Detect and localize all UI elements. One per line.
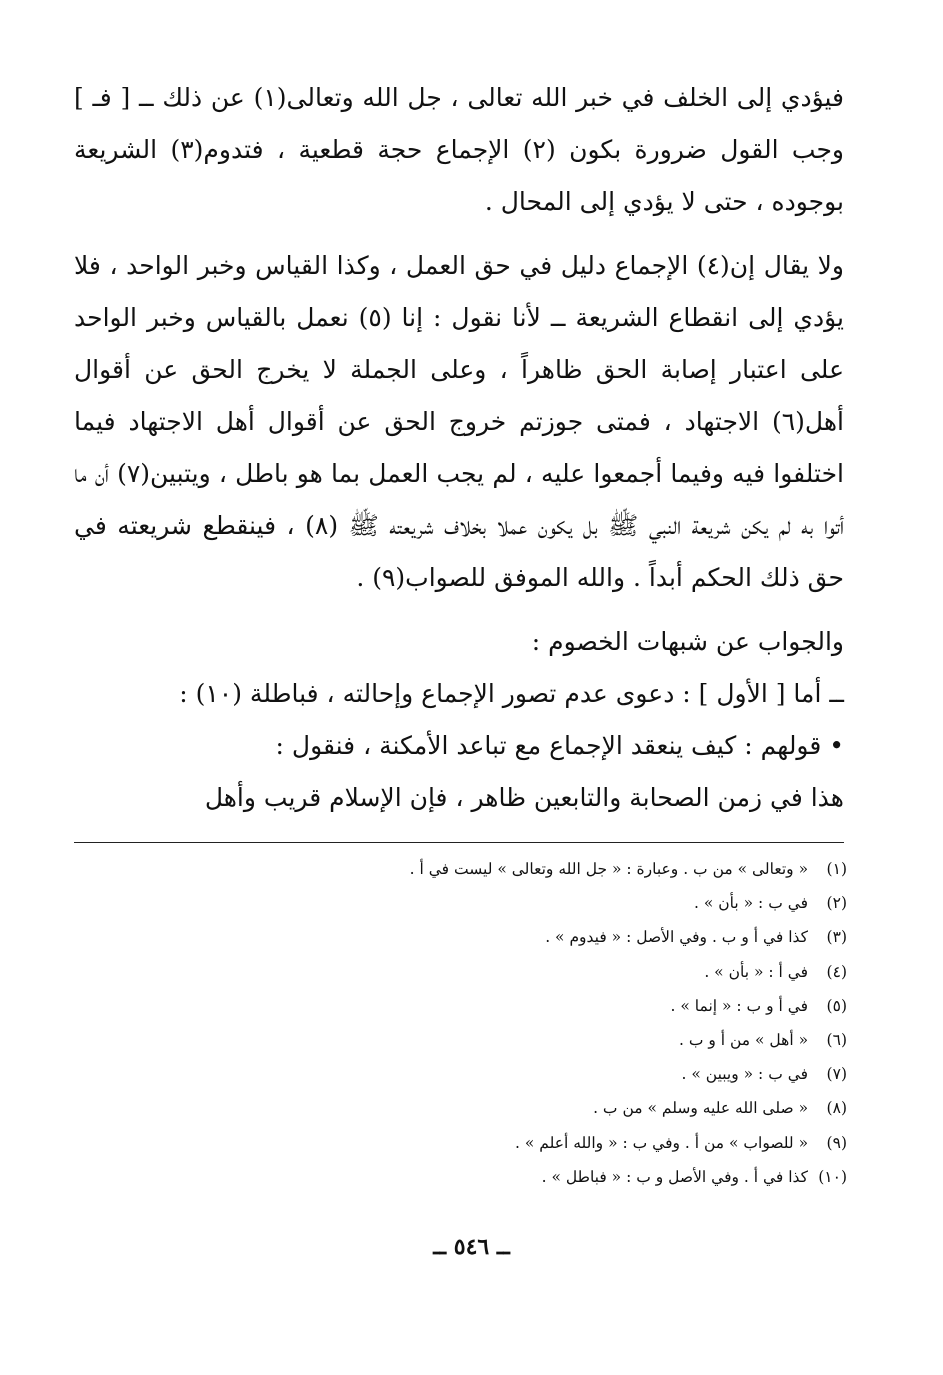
footnote-number: (٩) xyxy=(826,1133,847,1152)
footnote xyxy=(147,1160,847,1194)
footnote-number: (٧) xyxy=(826,1065,847,1084)
footnote-text: في ب : « بأن » . xyxy=(694,894,809,913)
footnote xyxy=(147,955,847,989)
footnote-text: « أهل » من أ و ب . xyxy=(678,1031,809,1050)
footnote-number: (٨) xyxy=(826,1099,847,1118)
footnote-text: « وتعالى » من ب . وعبارة : « جل الله وتعالى » ليست في أ . xyxy=(409,860,809,878)
footnote xyxy=(147,989,847,1023)
footnote-number: (١٠) xyxy=(818,1167,847,1186)
footnote-text: « للصواب » من أ . وفي ب : « والله أعلم » . xyxy=(515,1133,809,1152)
footnote xyxy=(147,920,847,954)
footnote-number: (٥) xyxy=(826,996,847,1015)
section-heading: والجواب عن شبهات الخصوم : xyxy=(531,627,844,656)
footnote-text: في أ : « بأن » . xyxy=(704,962,809,981)
paragraph: ــ أما [ الأول ] : دعوى عدم تصور الإجماع وإحالته ، فباطلة (١٠) : xyxy=(179,679,844,708)
footnote-number: (٢) xyxy=(826,894,847,913)
page-number: ــ ٥٤٦ ــ xyxy=(433,1234,510,1260)
footnote-number: (٣) xyxy=(826,928,847,947)
footnotes xyxy=(147,852,847,1194)
footnote-text: في ب : « ويبين » . xyxy=(681,1065,809,1084)
paragraph: • قولهم : كيف ينعقد الإجماع مع تباعد الأمكنة ، فنقول : xyxy=(275,731,844,760)
footnote xyxy=(147,1126,847,1160)
footnote-text: « صلى الله عليه وسلم » من ب . xyxy=(593,1099,809,1118)
footnote xyxy=(147,1057,847,1091)
paragraph: فيؤدي إلى الخلف في خبر الله تعالى ، جل الله وتعالى(١) عن ذلك ــ [ فـ ] وجب القول ضرورة بكون (٢) الإجماع حجة قطعية ، فتدوم(٣) الشريعة بوجوده ، حتى لا يؤدي إلى المحال . xyxy=(74,83,844,216)
footnote-text: كذا في أ و ب . وفي الأصل : « فيدوم » . xyxy=(545,928,809,947)
paragraph: ولا يقال إن(٤) الإجماع دليل في حق العمل ، وكذا القياس وخبر الواحد ، فلا يؤدي إلى انقطاع الشريعة ــ لأنا نقول : إنا (٥) نعمل بالقياس وخبر الواحد على اعتبار إصابة الحق ظاهراً ، وعلى الجملة لا يخرج الحق عن أقوال أهل(٦) الاجتهاد ، فمتى جوزتم خروج الحق عن أقوال أهل الاجتهاد فيما اختلفوا فيه وفيما أجمعوا عليه ، لم يجب العمل بما هو باطل ، ويتبين(٧) أن ما أتوا به لم يكن شريعة النبي ﷺ بل يكون عملا بخلاف شريعته ﷺ (٨) ، فينقطع شريعته في حق ذلك الحكم أبداً . والله الموفق للصواب(٩) . xyxy=(74,251,845,592)
footnote-number: (٦) xyxy=(826,1031,847,1050)
footnote-text: كذا في أ . وفي الأصل و ب : « فباطل » . xyxy=(541,1167,809,1186)
footnote-text: في أ و ب : « إنما » . xyxy=(670,996,809,1015)
footnote xyxy=(147,886,847,920)
footnote-divider xyxy=(74,842,844,843)
paragraph: هذا في زمن الصحابة والتابعين ظاهر ، فإن الإسلام قريب وأهل xyxy=(204,783,844,812)
footnote xyxy=(147,1023,847,1057)
footnote xyxy=(147,852,847,886)
footnote xyxy=(147,1091,847,1125)
footnote-number: (٤) xyxy=(826,962,847,981)
main-text xyxy=(74,72,844,824)
footnote-number: (١) xyxy=(826,860,847,878)
